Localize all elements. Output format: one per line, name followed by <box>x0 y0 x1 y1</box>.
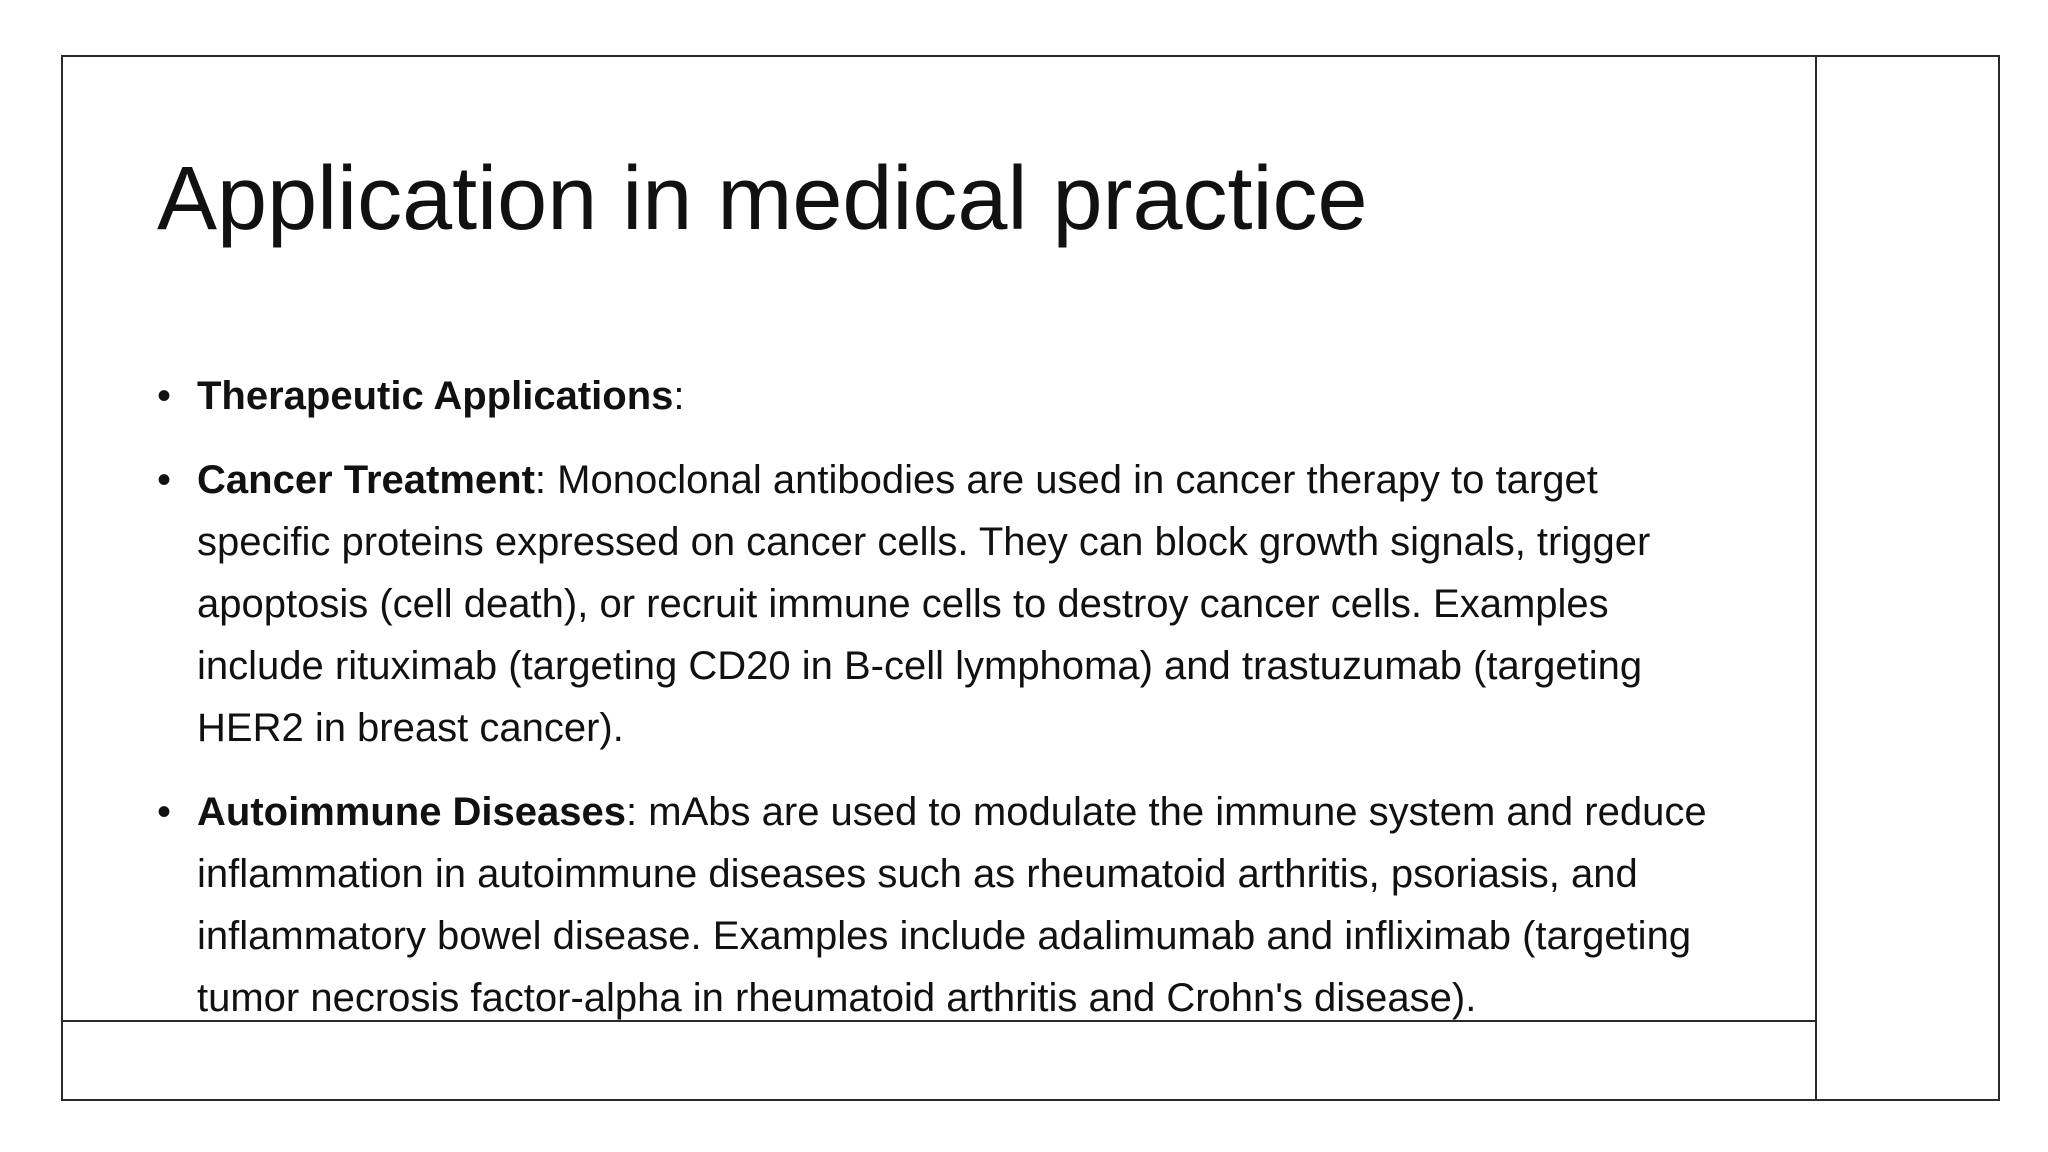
bullet-text: Monoclonal antibodies are used in cancer therapy to target specific proteins expressed on cancer cells. They can block growth signals, trigger apoptosis (cell death), or recruit immune cells to destroy cancer cells. Examples include rituximab (targeting CD20 in B-cell lymphoma) and trastuzumab (targeting HER2 in breast cancer). <box>197 458 1651 750</box>
bullet-item-cancer-treatment <box>157 449 1717 759</box>
bullet-separator: : <box>626 790 638 834</box>
bullet-text: mAbs are used to modulate the immune system and reduce inflammation in autoimmune diseases such as rheumatoid arthritis, psoriasis, and inflammatory bowel disease. Examples include adalimumab and infliximab (targeting tumor necrosis factor-alpha in rheumatoid arthritis and Crohn's disease). <box>197 790 1707 1020</box>
bullet-icon: • <box>157 790 172 834</box>
bullet-term: Therapeutic Applications <box>197 374 674 418</box>
frame-divider-vertical <box>1815 55 1817 1101</box>
bullet-icon: • <box>157 458 172 502</box>
slide-title: Application in medical practice <box>157 149 1368 249</box>
bullet-separator: : <box>673 374 685 418</box>
bullet-icon: • <box>157 374 172 418</box>
bullet-list <box>157 365 1717 1051</box>
bullet-item-autoimmune-diseases <box>157 781 1717 1029</box>
bullet-term: Cancer Treatment <box>197 458 535 502</box>
bullet-item-therapeutic-applications <box>157 365 1717 427</box>
bullet-separator: : <box>534 458 547 502</box>
bullet-term: Autoimmune Diseases <box>197 790 627 834</box>
